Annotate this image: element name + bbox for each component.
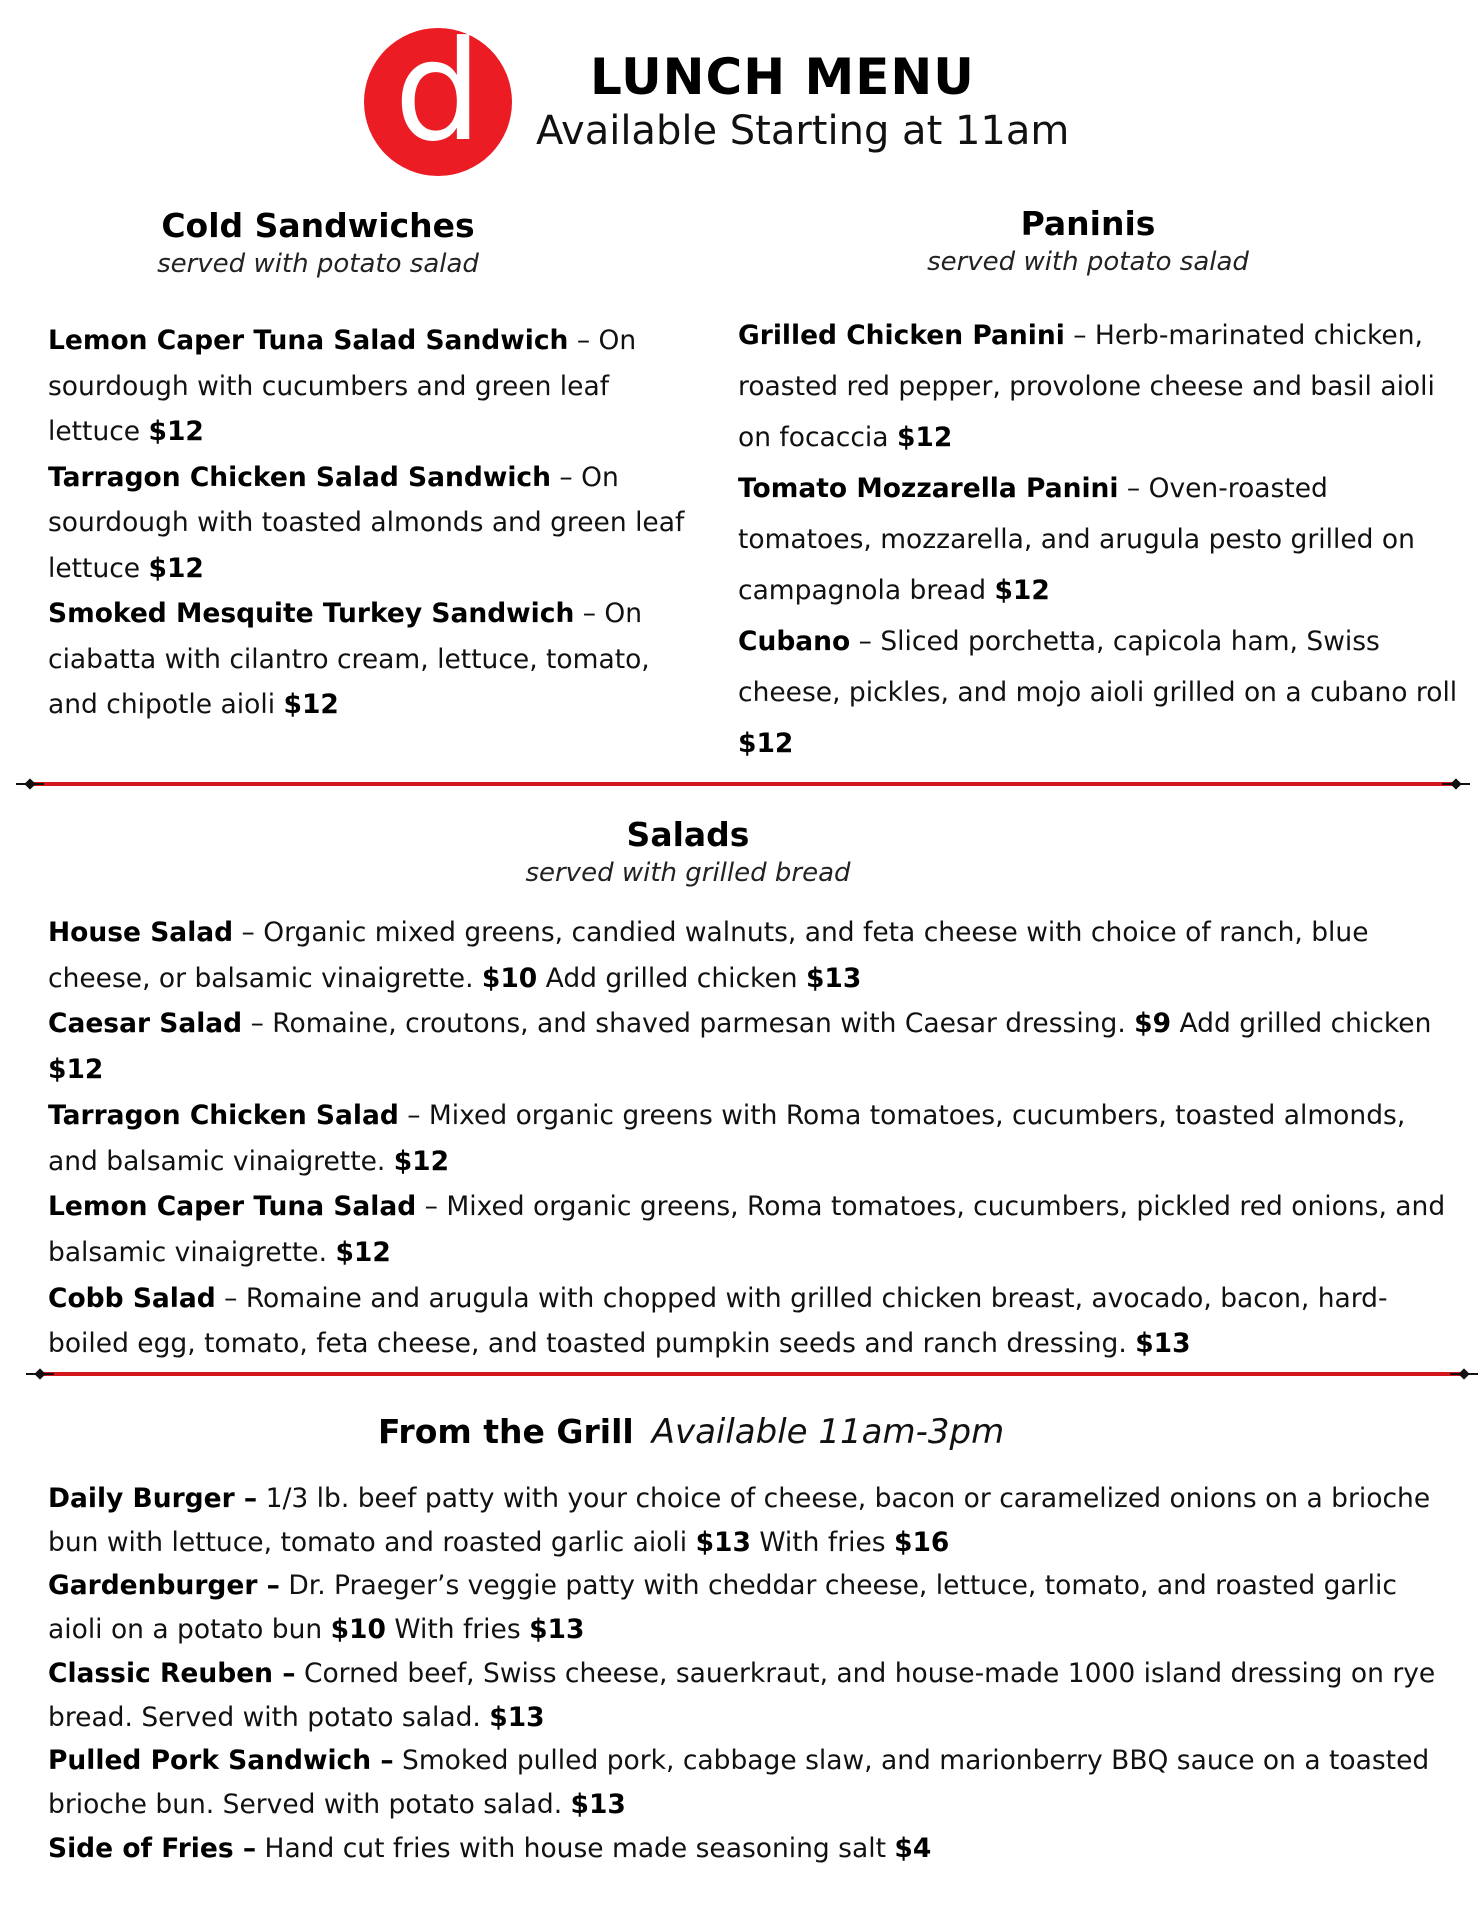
menu-item — [738, 463, 1458, 616]
item-price: $12 — [148, 416, 204, 447]
item-description: – On sourdough with cucumbers and green leaf lettuce — [48, 325, 637, 447]
item-name: Pulled Pork Sandwich – — [48, 1745, 394, 1777]
item-price: $12 — [896, 422, 953, 453]
item-description: – Romaine, croutons, and shaved parmesan with Caesar dressing. — [242, 1008, 1135, 1040]
menu-item — [48, 1093, 1448, 1184]
item-price: $9 — [1134, 1008, 1172, 1040]
menu-item — [48, 1184, 1448, 1275]
menu-item — [48, 591, 688, 728]
divider-tip-right — [1448, 776, 1464, 792]
page-subtitle: Available Starting at 11am — [536, 108, 1070, 154]
section-title: Paninis — [1020, 204, 1156, 243]
logo-letter: d — [394, 11, 482, 172]
menu-item — [48, 318, 688, 455]
item-price: $10 — [481, 962, 538, 994]
salads-list — [48, 910, 1448, 1367]
menu-item — [48, 455, 688, 592]
item-name: Daily Burger – — [48, 1483, 258, 1514]
menu-item — [48, 1652, 1458, 1739]
item-description: – Oven-roasted tomatoes, mozzarella, and arugula pesto grilled on campagnola bread — [738, 473, 1415, 606]
item-price: $12 — [393, 1145, 450, 1177]
item-description: Smoked pulled pork, cabbage slaw, and marionberry BBQ sauce on a toasted brioche bun. Served with potato salad. — [48, 1745, 1430, 1820]
item-price: $10 — [330, 1614, 386, 1646]
item-name: Smoked Mesquite Turkey Sandwich — [48, 598, 575, 629]
item-name: Gardenburger – — [48, 1570, 280, 1602]
grill-header — [378, 1412, 1004, 1452]
item-extra-price: $12 — [48, 1054, 104, 1086]
item-name: Lemon Caper Tuna Salad — [48, 1191, 417, 1223]
item-name: Tarragon Chicken Salad — [48, 1099, 399, 1131]
cold-sandwiches-header — [118, 206, 518, 279]
item-name: Grilled Chicken Panini — [738, 320, 1065, 351]
item-extra: Add grilled chicken — [1171, 1008, 1432, 1040]
paninis-list — [738, 310, 1458, 769]
item-name: Tomato Mozzarella Panini — [738, 473, 1119, 504]
item-price: $4 — [894, 1832, 932, 1864]
section-note: Available 11am-3pm — [651, 1412, 1005, 1452]
grill-list — [48, 1477, 1458, 1870]
item-extra-price: $13 — [529, 1614, 585, 1646]
menu-item — [48, 1477, 1458, 1564]
item-price: $13 — [1135, 1328, 1191, 1360]
item-price: $13 — [570, 1788, 626, 1820]
item-price: $12 — [148, 552, 204, 584]
item-name: Caesar Salad — [48, 1008, 243, 1040]
section-title: Cold Sandwiches — [161, 206, 475, 245]
item-extra: With fries — [750, 1526, 895, 1558]
section-divider — [40, 1372, 1464, 1376]
item-description: – Romaine and arugula with chopped with grilled chicken breast, avocado, bacon, hard-boiled egg, tomato, feta cheese, and toasted pumpkin seeds and ranch dressing. — [48, 1282, 1388, 1360]
item-name: Lemon Caper Tuna Salad Sandwich — [48, 325, 569, 356]
item-price: $13 — [695, 1526, 751, 1558]
section-title: Salads — [626, 815, 750, 854]
item-extra: Add grilled chicken — [537, 962, 806, 994]
item-extra: With fries — [385, 1614, 530, 1646]
divider-tip-left — [22, 776, 38, 792]
item-name: House Salad — [48, 917, 234, 948]
item-price: $12 — [283, 689, 339, 720]
item-extra-price: $16 — [894, 1526, 950, 1558]
divider-tip-left — [32, 1366, 48, 1382]
logo — [364, 11, 512, 176]
salads-header — [488, 815, 888, 888]
item-name: Side of Fries – — [48, 1832, 257, 1864]
item-description: – Herb-marinated chicken, roasted red pepper, provolone cheese and basil aioli on focaccia — [738, 320, 1435, 453]
menu-item — [738, 616, 1458, 769]
section-note: served with grilled bread — [525, 858, 851, 888]
menu-item — [48, 910, 1448, 1001]
divider-tip-right — [1456, 1366, 1472, 1382]
item-description: Hand cut fries with house made seasoning salt — [256, 1832, 895, 1864]
item-price: $12 — [994, 575, 1050, 606]
item-name: Tarragon Chicken Salad Sandwich — [48, 461, 551, 493]
section-title: From the Grill — [378, 1412, 634, 1451]
item-name: Classic Reuben – — [48, 1657, 296, 1689]
item-description: – Organic mixed greens, candied walnuts, and feta cheese with choice of ranch, blue cheese, or balsamic vinaigrette. — [48, 917, 1369, 994]
item-price: $12 — [738, 728, 794, 759]
section-note: served with potato salad — [157, 249, 479, 279]
menu-item — [738, 310, 1458, 463]
item-description: – On ciabatta with cilantro cream, lettuce, tomato, and chipotle aioli — [48, 598, 650, 720]
section-divider — [30, 782, 1456, 786]
item-price: $13 — [489, 1701, 545, 1733]
menu-item — [48, 1827, 1458, 1871]
item-description: – Mixed organic greens, Roma tomatoes, cucumbers, pickled red onions, and balsamic vinaigrette. — [48, 1191, 1446, 1268]
item-extra-price: $13 — [805, 962, 862, 994]
item-description: – Sliced porchetta, capicola ham, Swiss cheese, pickles, and mojo aioli grilled on a cubano roll — [738, 626, 1458, 708]
page-title: LUNCH MENU — [590, 48, 975, 106]
item-description: Corned beef, Swiss cheese, sauerkraut, and house-made 1000 island dressing on rye bread. Served with potato salad. — [48, 1657, 1436, 1733]
item-price: $12 — [335, 1236, 391, 1268]
item-description: – On sourdough with toasted almonds and green leaf lettuce — [48, 461, 685, 584]
menu-item — [48, 1001, 1448, 1092]
item-description: 1/3 lb. beef patty with your choice of cheese, bacon or caramelized onions on a brioche bun with lettuce, tomato and roasted garlic aioli — [48, 1483, 1431, 1558]
item-description: Dr. Praeger’s veggie patty with cheddar cheese, lettuce, tomato, and roasted garlic aioli on a potato bun — [48, 1570, 1397, 1646]
paninis-header — [888, 204, 1288, 277]
item-name: Cubano — [738, 626, 851, 657]
cold-sandwiches-list — [48, 318, 688, 728]
menu-item — [48, 1739, 1458, 1826]
item-name: Cobb Salad — [48, 1282, 216, 1314]
menu-item — [48, 1276, 1448, 1367]
section-note: served with potato salad — [927, 247, 1249, 277]
item-description: – Mixed organic greens with Roma tomatoes, cucumbers, toasted almonds, and balsamic vinaigrette. — [48, 1099, 1406, 1177]
menu-item — [48, 1564, 1458, 1651]
